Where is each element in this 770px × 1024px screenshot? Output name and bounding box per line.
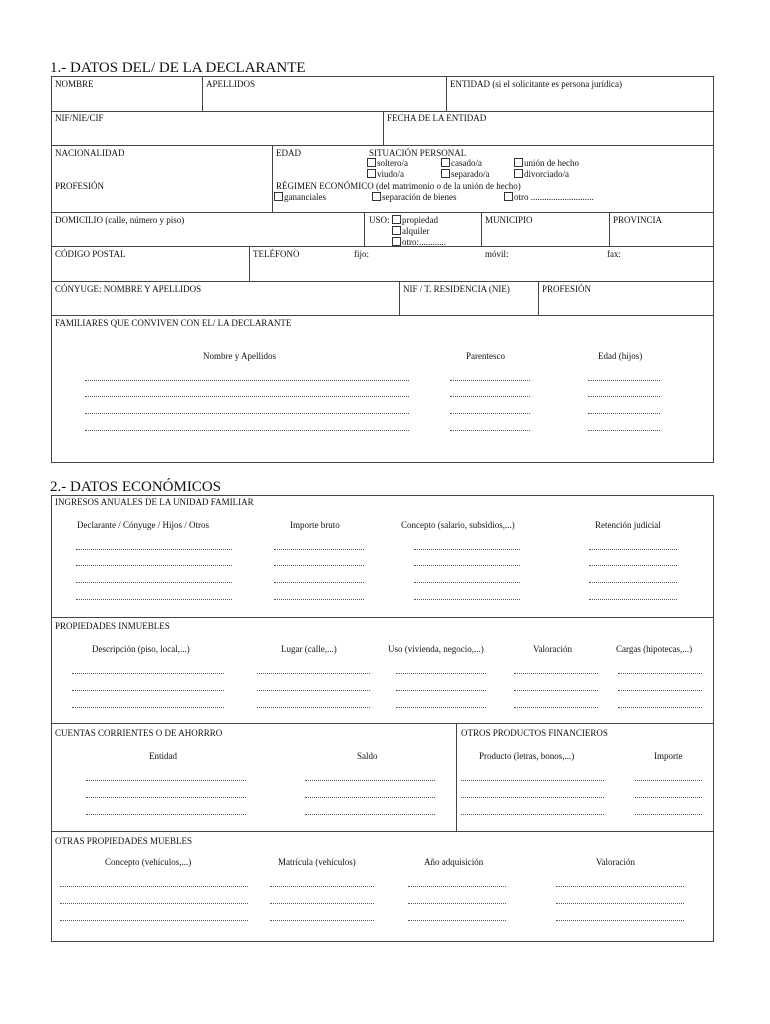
checkbox-icon: [392, 215, 401, 224]
fill-line[interactable]: [86, 797, 246, 798]
col-valoracion-muebles: Valoración: [596, 857, 635, 867]
fill-line[interactable]: [450, 396, 530, 397]
fill-line[interactable]: [618, 690, 702, 691]
fill-line[interactable]: [72, 673, 224, 674]
fill-line[interactable]: [461, 797, 604, 798]
fill-line[interactable]: [257, 690, 370, 691]
col-parentesco: Parentesco: [466, 351, 505, 361]
fill-line[interactable]: [274, 565, 364, 566]
fill-line[interactable]: [396, 690, 486, 691]
fill-line[interactable]: [85, 380, 409, 381]
nombre-label: NOMBRE: [55, 79, 94, 89]
col-entidad: Entidad: [149, 751, 177, 761]
situacion-label: SITUACIÓN PERSONAL: [369, 148, 467, 158]
apellidos-label: APELLIDOS: [206, 79, 255, 89]
fill-line[interactable]: [635, 797, 702, 798]
fill-line[interactable]: [588, 430, 660, 431]
checkbox-icon: [392, 237, 401, 246]
checkbox-separacion-bienes[interactable]: separación de bienes: [372, 192, 456, 202]
fecha-entidad-label: FECHA DE LA ENTIDAD: [387, 113, 487, 123]
fill-line[interactable]: [588, 380, 660, 381]
col-importe-bruto: Importe bruto: [290, 520, 340, 530]
muebles-label: OTRAS PROPIEDADES MUEBLES: [55, 836, 193, 846]
fill-line[interactable]: [85, 413, 409, 414]
fill-line[interactable]: [305, 797, 435, 798]
inmuebles-label: PROPIEDADES INMUEBLES: [55, 621, 170, 631]
fill-line[interactable]: [588, 413, 660, 414]
checkbox-soltero[interactable]: soltero/a: [367, 158, 408, 168]
col-producto: Producto (letras, bonos,...): [479, 751, 575, 761]
checkbox-icon: [504, 192, 513, 201]
checkbox-otro-regimen[interactable]: otro ............................: [504, 192, 594, 202]
nif-residencia-label: NIF / T. RESIDENCIA (NIE): [403, 284, 510, 294]
section2-title: 2.- DATOS ECONÓMICOS: [50, 479, 221, 495]
fill-line[interactable]: [618, 707, 702, 708]
fill-line[interactable]: [72, 690, 224, 691]
fill-line[interactable]: [60, 886, 248, 887]
col-declarante: Declarante / Cónyuge / Hijos / Otros: [77, 520, 209, 530]
checkbox-union-hecho[interactable]: unión de hecho: [514, 158, 579, 168]
col-uso: Uso (vivienda, negocio,...): [388, 644, 484, 654]
domicilio-label: DOMICILIO (calle, número y piso): [55, 215, 185, 225]
fill-line[interactable]: [76, 599, 232, 600]
uso-label: USO:: [369, 215, 390, 225]
fill-line[interactable]: [274, 599, 364, 600]
col-lugar: Lugar (calle,...): [281, 644, 337, 654]
fill-line[interactable]: [60, 920, 248, 921]
fill-line[interactable]: [408, 920, 506, 921]
cuentas-label: CUENTAS CORRIENTES O DE AHORRRO: [55, 728, 223, 738]
checkbox-propiedad[interactable]: propiedad: [392, 215, 438, 225]
fill-line[interactable]: [257, 673, 370, 674]
fill-line[interactable]: [414, 549, 520, 550]
checkbox-otro-uso[interactable]: otro:............: [392, 237, 446, 247]
fill-line[interactable]: [589, 549, 677, 550]
fill-line[interactable]: [589, 599, 677, 600]
col-saldo: Saldo: [357, 751, 378, 761]
fill-line[interactable]: [589, 565, 677, 566]
checkbox-casado[interactable]: casado/a: [441, 158, 482, 168]
municipio-label: MUNICIPIO: [485, 215, 533, 225]
fill-line[interactable]: [270, 920, 374, 921]
col-ano-adquisicion: Año adquisición: [424, 857, 484, 867]
fill-line[interactable]: [305, 780, 435, 781]
checkbox-icon: [514, 158, 523, 167]
fill-line[interactable]: [514, 690, 598, 691]
fill-line[interactable]: [305, 814, 435, 815]
section2-box: [51, 495, 714, 942]
regimen-label: RÉGIMEN ECONÓMICO (del matrimonio o de la unión de hecho): [276, 181, 521, 191]
col-importe: Importe: [654, 751, 683, 761]
checkbox-separado[interactable]: separado/a: [441, 169, 489, 179]
checkbox-gananciales[interactable]: gananciales: [274, 192, 326, 202]
checkbox-divorciado[interactable]: divorciado/a: [514, 169, 569, 179]
fill-line[interactable]: [270, 903, 374, 904]
ingresos-label: INGRESOS ANUALES DE LA UNIDAD FAMILIAR: [55, 497, 254, 507]
fill-line[interactable]: [556, 903, 684, 904]
fill-line[interactable]: [72, 707, 224, 708]
fill-line[interactable]: [274, 582, 364, 583]
familiares-label: FAMILIARES QUE CONVIVEN CON EL/ LA DECLARANTE: [55, 318, 292, 328]
telefono-label: TELÉFONO: [253, 249, 300, 259]
fill-line[interactable]: [589, 582, 677, 583]
fill-line[interactable]: [514, 673, 598, 674]
fill-line[interactable]: [556, 886, 684, 887]
checkbox-icon: [441, 169, 450, 178]
fill-line[interactable]: [86, 780, 246, 781]
fill-line[interactable]: [408, 903, 506, 904]
fill-line[interactable]: [450, 430, 530, 431]
profesion-conyuge-label: PROFESIÓN: [542, 284, 592, 294]
checkbox-viudo[interactable]: viudo/a: [367, 169, 404, 179]
profesion-label: PROFESIÓN: [55, 181, 105, 191]
fill-line[interactable]: [274, 549, 364, 550]
fill-line[interactable]: [588, 396, 660, 397]
checkbox-icon: [367, 169, 376, 178]
fill-line[interactable]: [461, 780, 604, 781]
fill-line[interactable]: [414, 565, 520, 566]
fill-line[interactable]: [408, 886, 506, 887]
fill-line[interactable]: [270, 886, 374, 887]
checkbox-icon: [392, 226, 401, 235]
fill-line[interactable]: [396, 707, 486, 708]
col-edad-hijos: Edad (hijos): [598, 351, 643, 361]
fill-line[interactable]: [85, 430, 409, 431]
provincia-label: PROVINCIA: [613, 215, 663, 225]
fill-line[interactable]: [556, 920, 684, 921]
fijo-label: fijo:: [354, 249, 369, 259]
col-valoracion: Valoración: [533, 644, 572, 654]
col-descripcion: Descripción (piso, local,...): [92, 644, 190, 654]
conyuge-label: CÓNYUGE: NOMBRE Y APELLIDOS: [55, 284, 202, 294]
nif-label: NIF/NIE/CIF: [55, 113, 104, 123]
checkbox-icon: [441, 158, 450, 167]
col-matricula: Matrícula (vehículos): [278, 857, 356, 867]
col-concepto-vehiculos: Concepto (vehículos,...): [105, 857, 192, 867]
fill-line[interactable]: [635, 814, 702, 815]
fill-line[interactable]: [396, 673, 486, 674]
fill-line[interactable]: [414, 582, 520, 583]
movil-label: móvil:: [485, 249, 509, 259]
fill-line[interactable]: [450, 413, 530, 414]
checkbox-icon: [367, 158, 376, 167]
checkbox-icon: [274, 192, 283, 201]
fill-line[interactable]: [86, 814, 246, 815]
fill-line[interactable]: [76, 549, 232, 550]
otros-productos-label: OTROS PRODUCTOS FINANCIEROS: [461, 728, 608, 738]
nacionalidad-label: NACIONALIDAD: [55, 148, 125, 158]
entidad-label: ENTIDAD (si el solicitante es persona jurídica): [450, 79, 622, 89]
fill-line[interactable]: [76, 582, 232, 583]
fill-line[interactable]: [85, 396, 409, 397]
col-retencion: Retención judicial: [595, 520, 661, 530]
edad-label: EDAD: [276, 148, 301, 158]
fill-line[interactable]: [618, 673, 702, 674]
col-cargas: Cargas (hipotecas,...): [616, 644, 693, 654]
fill-line[interactable]: [450, 380, 530, 381]
fill-line[interactable]: [76, 565, 232, 566]
fax-label: fax:: [607, 249, 621, 259]
fill-line[interactable]: [60, 903, 248, 904]
fill-line[interactable]: [257, 707, 370, 708]
fill-line[interactable]: [635, 780, 702, 781]
section1-title: 1.- DATOS DEL/ DE LA DECLARANTE: [50, 60, 306, 76]
checkbox-icon: [372, 192, 381, 201]
fill-line[interactable]: [414, 599, 520, 600]
fill-line[interactable]: [461, 814, 604, 815]
codigo-postal-label: CÓDIGO POSTAL: [55, 249, 126, 259]
checkbox-icon: [514, 169, 523, 178]
checkbox-alquiler[interactable]: alquiler: [392, 226, 430, 236]
col-concepto: Concepto (salario, subsidios,...): [401, 520, 515, 530]
col-nombre-apellidos: Nombre y Apellidos: [203, 351, 276, 361]
fill-line[interactable]: [514, 707, 598, 708]
